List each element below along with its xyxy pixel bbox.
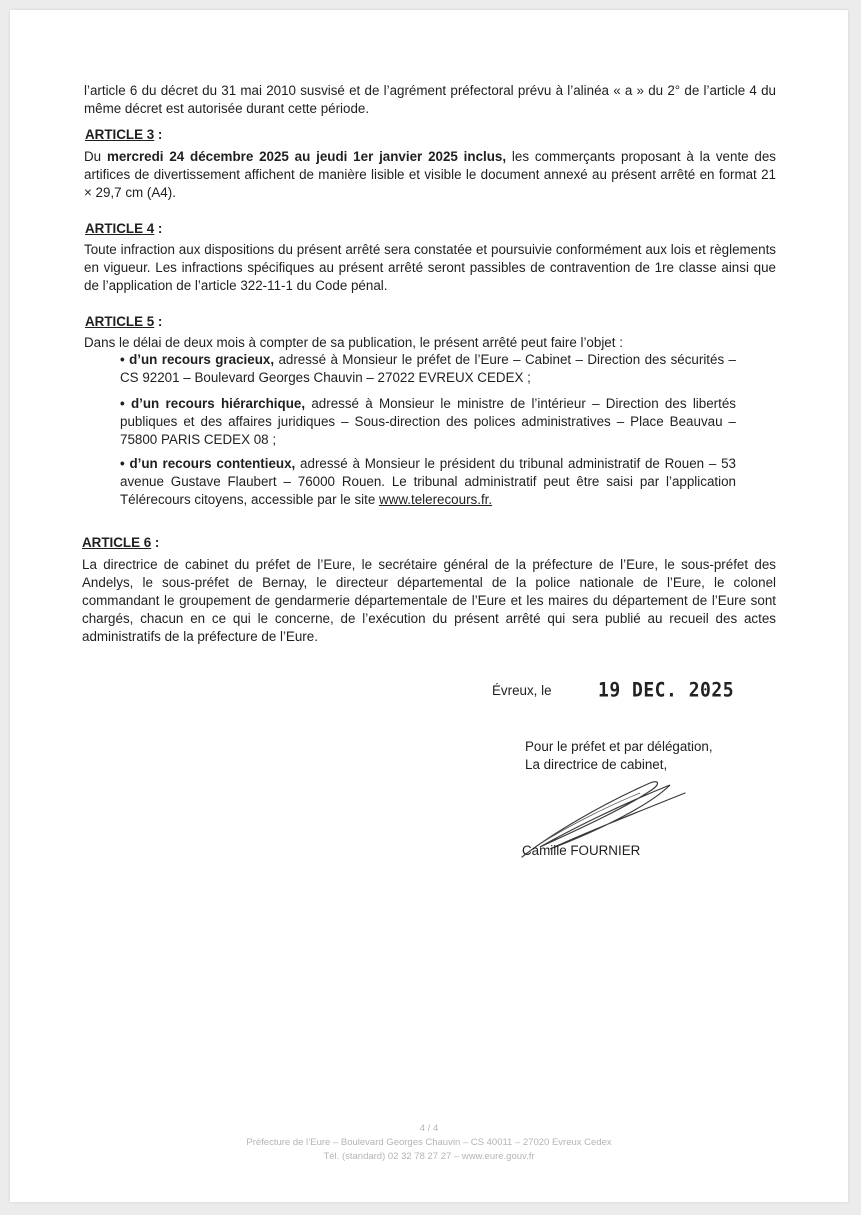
signature-delegation: Pour le préfet et par délégation, — [525, 739, 713, 754]
article-6-text: La directrice de cabinet du préfet de l’Eure, le secrétaire général de la préfecture de l’Eure, le sous-préfet des Andelys, le sous-préfet de Bernay, le directeur départemental de la police nationale de l’Eure, le colonel commandant le groupement de gendarmerie départementale de l’Eure et les maires du département de l’Eure sont chargés, chacun en ce qui le concerne, de l’exécution du présent arrêté qui sera publié au recueil des actes administratifs de la préfecture de l’Eure. — [82, 557, 776, 644]
article-3-title: ARTICLE 3 — [85, 127, 155, 142]
footer-page-number: 4 / 4 — [419, 1123, 439, 1134]
recours-hierarchique — [120, 395, 736, 449]
article-3-heading — [85, 126, 162, 144]
recours-hierarchique-text: adressé à Monsieur le ministre de l’intérieur – Direction des libertés publiques et des affaires juridiques – Sous-direction des polices administratives – Place Beauvau – 75800 PARIS CEDEX 08 ; — [120, 396, 736, 447]
telerecours-link[interactable]: www.telerecours.fr. — [379, 492, 493, 507]
recours-contentieux-label: • d’un recours contentieux, — [120, 456, 296, 471]
article-4-heading — [85, 220, 162, 238]
recours-gracieux — [120, 351, 736, 387]
recours-contentieux-text: adressé à Monsieur le président du tribunal administratif de Rouen – 53 avenue Gustave Flaubert – 76000 Rouen. Le tribunal administratif peut être saisi par l’application Télérecours citoyens, accessible par le site — [120, 456, 736, 507]
signature-place: Évreux, le — [492, 683, 552, 698]
signature-role: La directrice de cabinet, — [525, 757, 668, 772]
document-content — [10, 10, 848, 1202]
article-5-sep: : — [154, 314, 163, 329]
article-6-title: ARTICLE 6 — [82, 535, 152, 550]
document-page — [10, 10, 848, 1202]
article-3-dates: mercredi 24 décembre 2025 au jeudi 1er janvier 2025 inclus, — [106, 149, 507, 164]
date-stamp: 19 DEC. 2025 — [598, 678, 735, 703]
recours-gracieux-text: adressé à Monsieur le préfet de l’Eure – Cabinet – Direction des sécurités – CS 92201 – Boulevard Georges Chauvin – 27022 EVREUX CEDEX ; — [120, 352, 736, 385]
signatory-name: Camille FOURNIER — [522, 843, 641, 858]
intro-paragraph: l’article 6 du décret du 31 mai 2010 susvisé et de l’agrément préfectoral prévu à l’alinéa « a » du 2° de l’article 4 du même décret est autorisée durant cette période. — [84, 83, 776, 116]
article-3-rest: les commerçants proposant à la vente des artifices de divertissement affichent de manière lisible et visible le document annexé au présent arrêté en format 21 × 29,7 cm (A4). — [84, 149, 777, 200]
article-5-heading — [85, 313, 162, 331]
article-4-text: Toute infraction aux dispositions du présent arrêté sera constatée et poursuivie conformément aux lois et règlements en vigueur. Les infractions spécifiques au présent arrêté seront passibles de contravention de 1re classe ainsi que de l’application de l’article 322-11-1 du Code pénal. — [84, 242, 776, 293]
article-3-prefix: Du — [84, 149, 107, 164]
recours-contentieux — [120, 455, 736, 509]
article-5-intro: Dans le délai de deux mois à compter de sa publication, le présent arrêté peut faire l’objet : — [84, 335, 623, 350]
footer-contact: Tél. (standard) 02 32 78 27 27 – www.eure.gouv.fr — [323, 1151, 535, 1162]
article-6-sep: : — [151, 535, 160, 550]
article-3-sep: : — [154, 127, 163, 142]
recours-gracieux-label: • d’un recours gracieux, — [120, 352, 275, 367]
article-6-heading — [82, 534, 159, 552]
article-3-text — [84, 148, 776, 202]
article-4-sep: : — [154, 221, 163, 236]
recours-hierarchique-label: • d’un recours hiérarchique, — [120, 396, 306, 411]
article-4-title: ARTICLE 4 — [85, 221, 155, 236]
footer-address: Préfecture de l’Eure – Boulevard Georges Chauvin – CS 40011 – 27020 Evreux Cedex — [246, 1137, 612, 1148]
article-5-title: ARTICLE 5 — [85, 314, 155, 329]
